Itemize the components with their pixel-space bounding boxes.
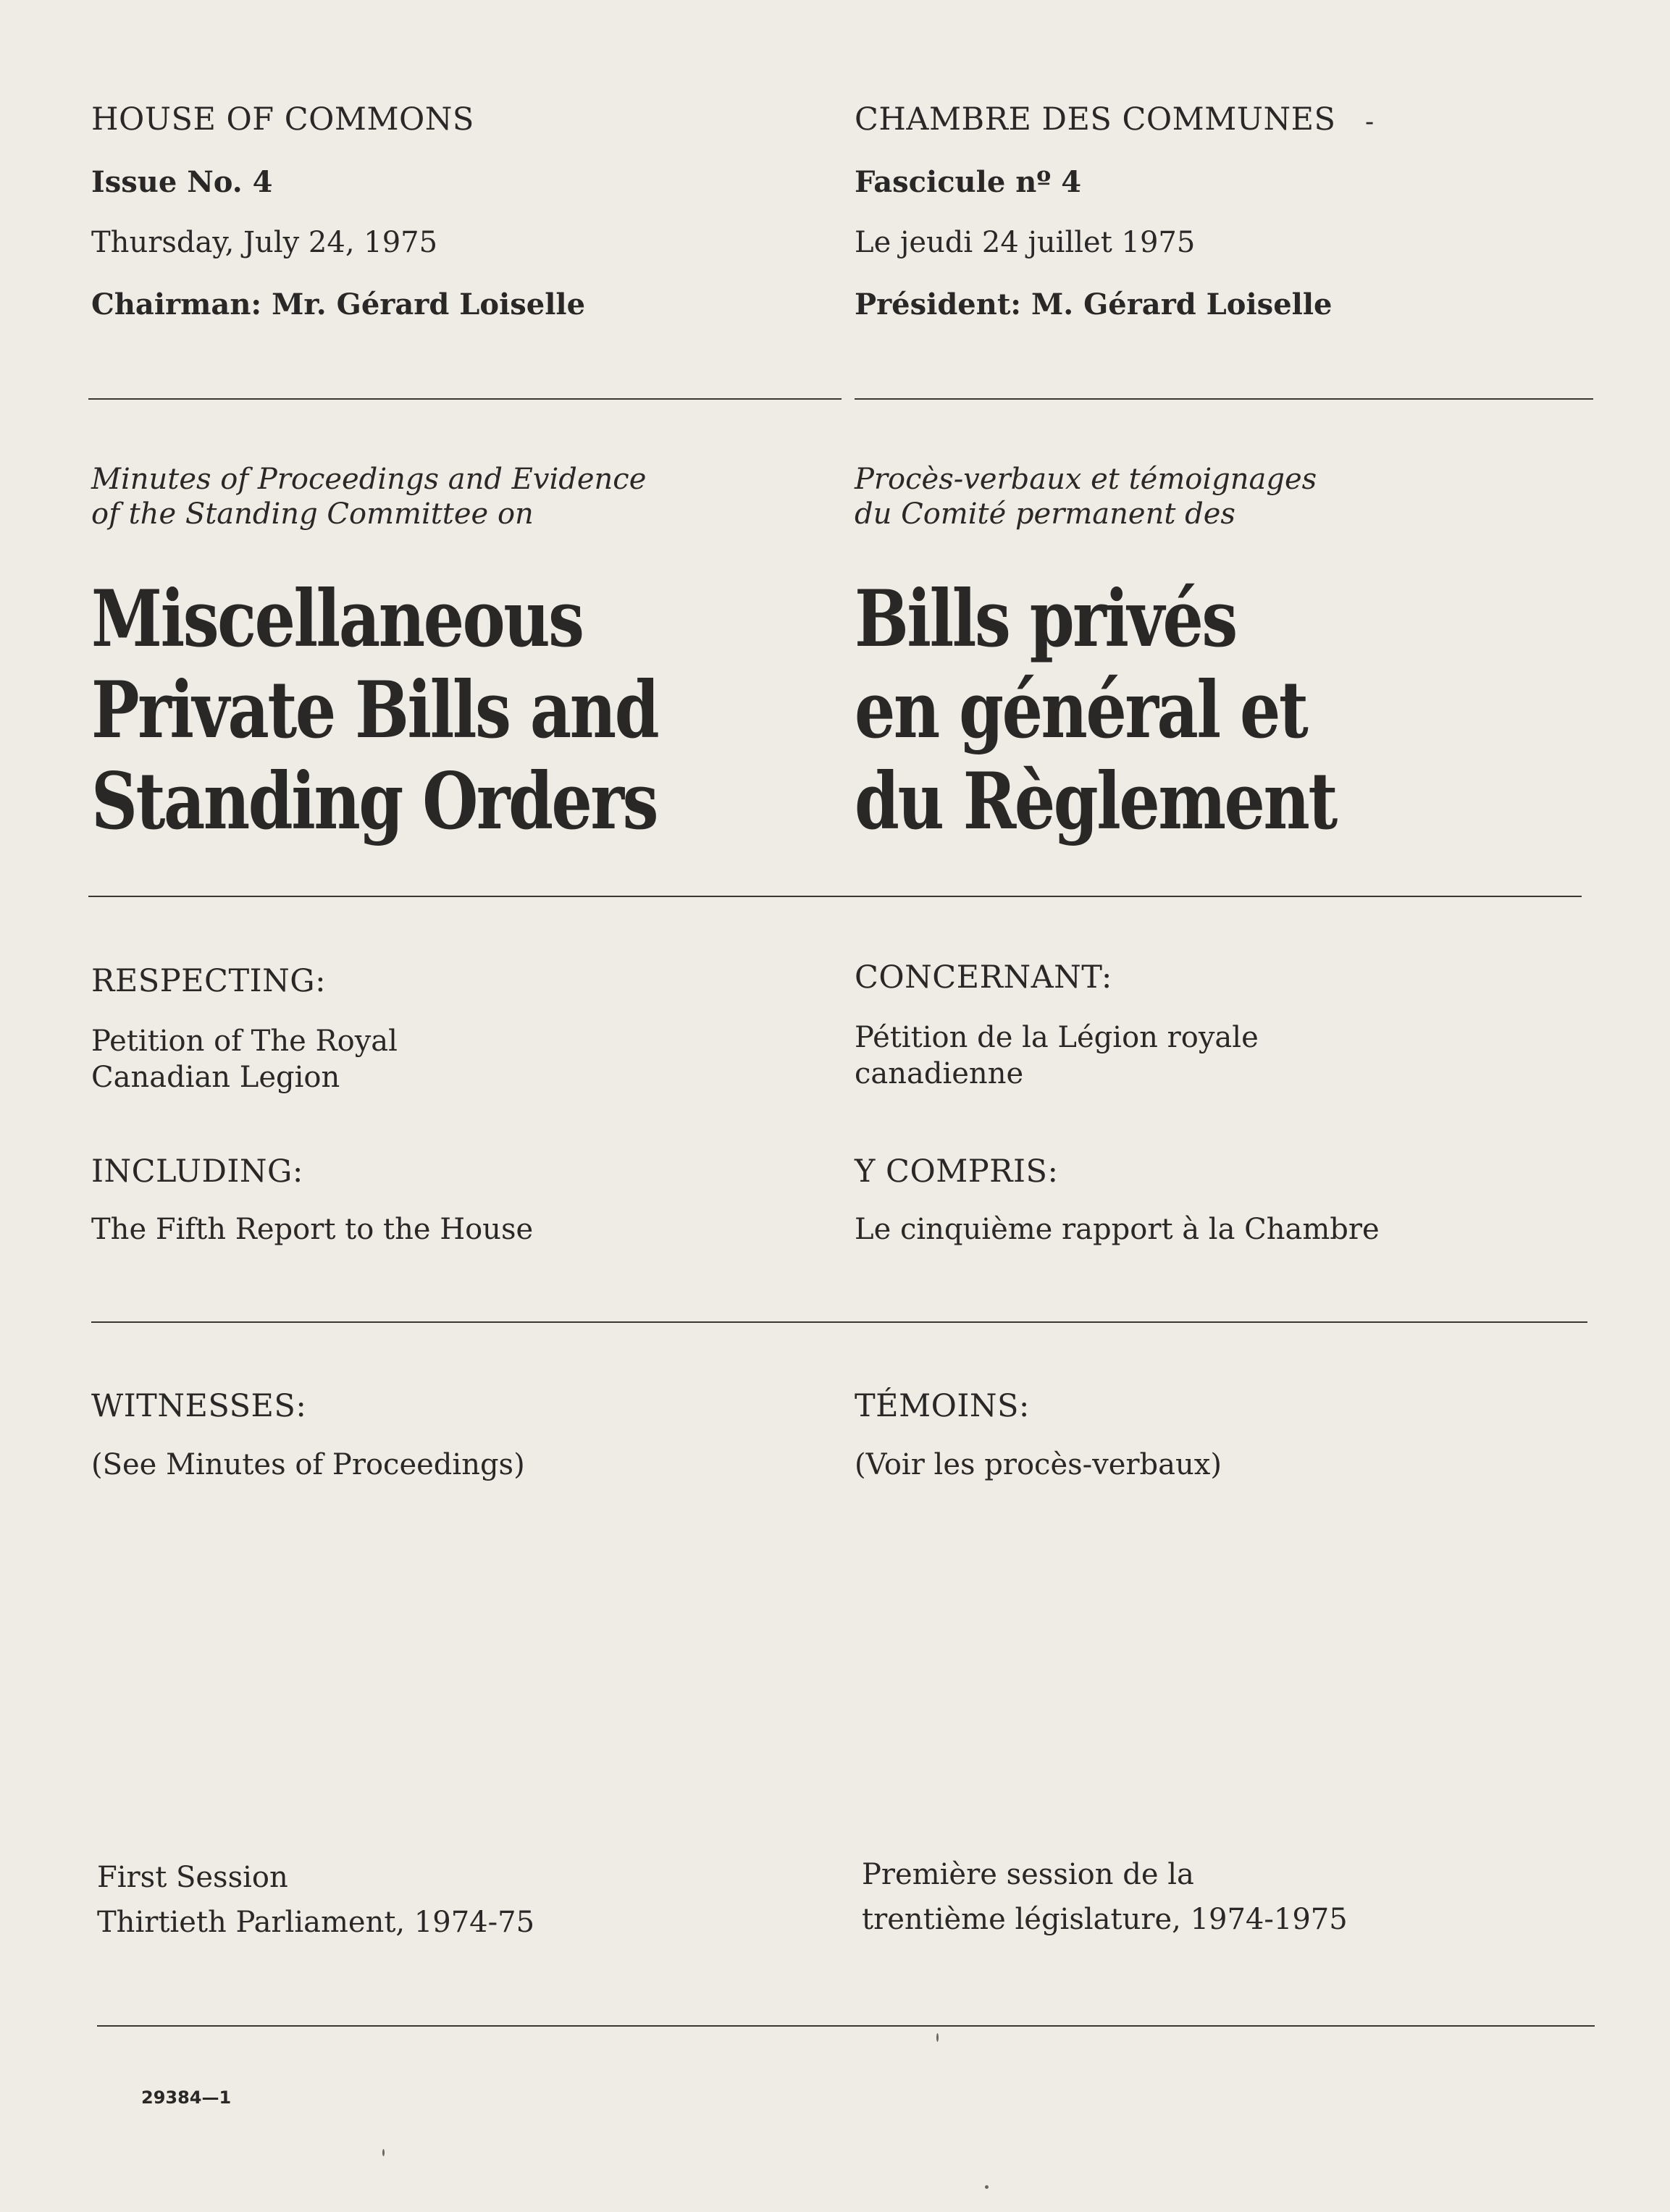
minutes-caption: Minutes of Proceedings and Evidence of the Standing Committee on [91,463,647,531]
speck-mark-3 [985,2185,989,2189]
chairman-line: Chairman: Mr. Gérard Loiselle [91,287,586,321]
concernant-body: Pétition de la Légion royale canadienne [855,1021,1259,1090]
witnesses-body: (See Minutes of Proceedings) [91,1448,525,1481]
including-heading: INCLUDING: [91,1153,303,1190]
fascicule-number: Fascicule nº 4 [855,165,1082,199]
president-line: Président: M. Gérard Loiselle [855,287,1333,321]
session-info-fr: Première session de la trentième législature, 1974-1975 [862,1858,1348,1936]
dash-mark: - [1365,107,1375,137]
issue-date: Thursday, July 24, 1975 [91,226,438,259]
comite-title: Bills privés en général et du Règlement [855,573,1336,847]
french-column [855,0,1608,2212]
issue-number: Issue No. 4 [91,165,273,199]
fascicule-date: Le jeudi 24 juillet 1975 [855,226,1196,259]
y-compris-body: Le cinquième rapport à la Chambre [855,1213,1380,1246]
temoins-heading: TÉMOINS: [855,1388,1030,1424]
y-compris-heading: Y COMPRIS: [855,1153,1059,1190]
witnesses-heading: WITNESSES: [91,1388,307,1424]
speck-mark [936,2033,939,2042]
rule-session-bottom [97,2025,1595,2027]
including-body: The Fifth Report to the House [91,1213,534,1246]
english-column [91,0,844,2212]
print-code: 29384—1 [141,2087,232,2108]
committee-title: Miscellaneous Private Bills and Standing Orders [91,573,658,847]
rule-header-left [88,398,842,400]
rule-including-bottom [91,1321,1587,1323]
respecting-heading: RESPECTING: [91,963,327,999]
rule-header-right [855,398,1593,400]
concernant-heading: CONCERNANT: [855,959,1112,996]
session-info: First Session Thirtieth Parliament, 1974-75 [97,1861,535,1939]
speck-mark-2 [382,2149,385,2156]
house-of-commons-heading: HOUSE OF COMMONS [91,101,474,138]
rule-title-bottom [88,896,1582,897]
chambre-des-communes-heading: CHAMBRE DES COMMUNES [855,101,1336,138]
respecting-body: Petition of The Royal Canadian Legion [91,1025,398,1094]
temoins-body: (Voir les procès-verbaux) [855,1448,1222,1481]
proces-verbaux-caption: Procès-verbaux et témoignages du Comité permanent des [855,463,1317,531]
